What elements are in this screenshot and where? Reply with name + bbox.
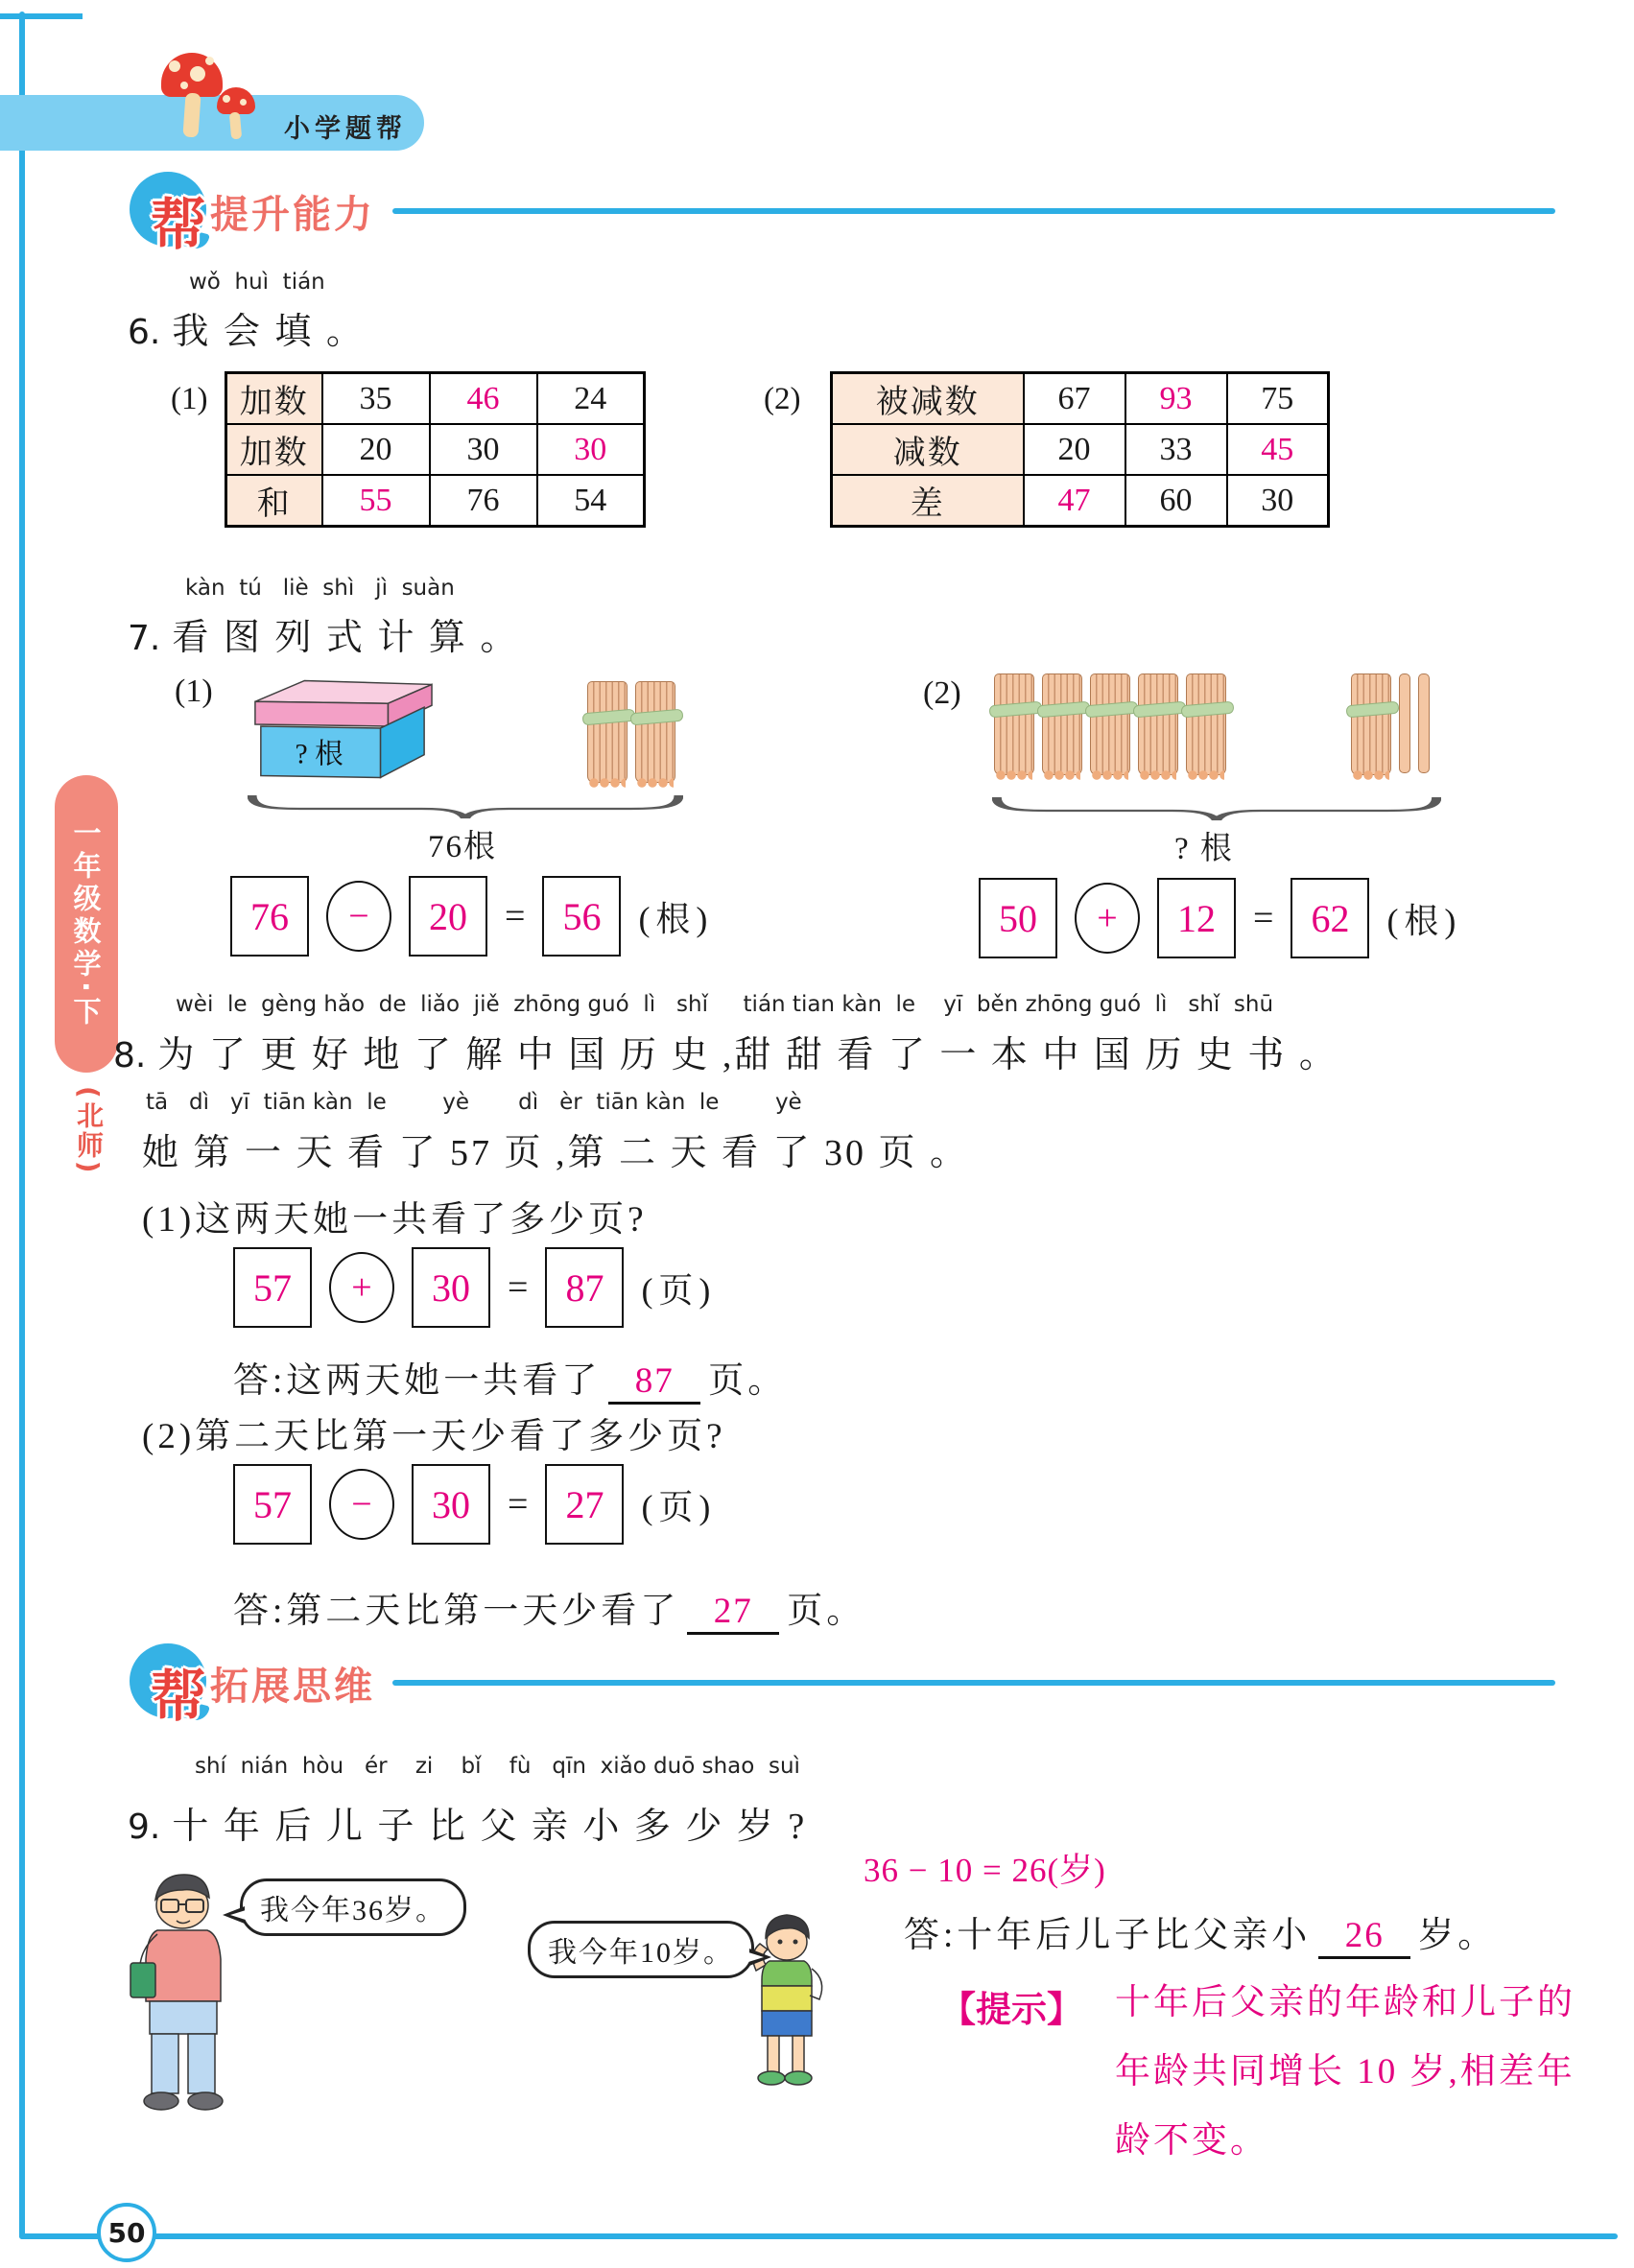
father-speech-text: 我今年36岁。 xyxy=(260,1895,446,1926)
equation-box-result: 27 xyxy=(545,1464,624,1545)
section-divider-line xyxy=(392,1680,1555,1686)
son-speech-text: 我今年10岁。 xyxy=(548,1937,734,1969)
table-cell-answer: 45 xyxy=(1227,424,1329,475)
q8-text2: 她 第 一 天 看 了 57 页 ,第 二 天 看 了 30 页 。 xyxy=(142,1133,970,1173)
q8-text1: 为 了 更 好 地 了 解 中 国 历 史 ,甜 甜 看 了 一 本 中 国 历 史 书 。 xyxy=(157,1035,1338,1075)
stick-bundle xyxy=(635,681,675,783)
q8-sub2-question: (2)第二天比第一天少看了多少页? xyxy=(142,1417,726,1456)
badge-character: 帮 xyxy=(151,1664,207,1729)
q6-question-line xyxy=(128,301,366,354)
mushroom-spot xyxy=(223,95,230,103)
mushroom-spot xyxy=(205,57,214,65)
table-row xyxy=(226,373,645,425)
equals-sign: = xyxy=(508,1484,529,1524)
son-speech-bubble xyxy=(528,1921,754,1978)
table-cell: 30 xyxy=(430,424,537,475)
table-row xyxy=(226,424,645,475)
mushroom-stem-small xyxy=(229,112,242,140)
q8-sub1-equation xyxy=(233,1247,716,1328)
q6-number: 6. xyxy=(128,313,161,352)
q8-question-line2 xyxy=(142,1122,969,1175)
stick-bundles-group2-left xyxy=(994,673,1226,775)
table-cell-answer: 46 xyxy=(430,373,537,425)
row-header: 加数 xyxy=(226,424,322,475)
answer-prefix: 答:这两天她一共看了 xyxy=(233,1361,602,1401)
equation-unit: (页) xyxy=(641,1270,717,1310)
q7-question-line xyxy=(128,607,519,660)
table-cell: 30 xyxy=(1227,475,1329,527)
equation-box-a: 57 xyxy=(233,1464,312,1545)
q6-table1-label: (1) xyxy=(171,382,208,416)
father-illustration xyxy=(107,1865,251,2114)
sidebar-edition-label: (北师) xyxy=(73,1086,105,1176)
operator-circle: + xyxy=(329,1252,394,1323)
bottom-border-line xyxy=(19,2233,1618,2239)
equation-box-b: 30 xyxy=(412,1464,490,1545)
equation-box-result: 62 xyxy=(1291,878,1369,958)
table-row xyxy=(832,424,1329,475)
section-expand-header xyxy=(130,1642,1578,1729)
row-header: 加数 xyxy=(226,373,322,425)
q9-number: 9. xyxy=(128,1807,161,1847)
operator-circle: − xyxy=(329,1469,394,1540)
mushroom-spot xyxy=(169,60,180,72)
equals-sign: = xyxy=(505,896,526,936)
table-cell: 54 xyxy=(537,475,645,527)
equation-box-result: 56 xyxy=(542,876,621,957)
mushroom-icon xyxy=(161,53,276,158)
badge-character: 帮 xyxy=(151,192,207,257)
q8-number: 8. xyxy=(113,1036,147,1075)
brace-under-part2 xyxy=(992,796,1441,821)
mushroom-spot xyxy=(180,82,188,89)
q7-part2-equation xyxy=(979,878,1461,958)
equation-box-b: 20 xyxy=(409,876,487,957)
answer-suffix: 岁。 xyxy=(1418,1916,1498,1955)
stick-bundle xyxy=(994,673,1034,775)
row-header: 被减数 xyxy=(832,373,1024,425)
q7-part2-total-label: ? 根 xyxy=(1174,832,1234,866)
answer-blank: 27 xyxy=(687,1591,779,1635)
q9-solution-equation: 36 − 10 = 26(岁) xyxy=(864,1852,1106,1889)
equation-box-b: 12 xyxy=(1157,878,1236,958)
q6-table1 xyxy=(225,371,646,528)
q8-pinyin-line1: wèi le gèng hǎo de liǎo jiě zhōng guó lì shǐ tián tian kàn le yī běn zhōng guó lì shǐ shū xyxy=(176,992,1274,1017)
q9-pinyin: shí nián hòu ér zi bǐ fù qīn xiǎo duō shao suì xyxy=(195,1754,800,1779)
mushroom-cap-large xyxy=(161,53,223,97)
table-cell-answer: 30 xyxy=(537,424,645,475)
row-header: 差 xyxy=(832,475,1024,527)
stick-bundle xyxy=(1138,673,1178,775)
section-boost-header xyxy=(130,171,1578,257)
q8-sub1-answer xyxy=(233,1351,787,1405)
table-cell-answer: 55 xyxy=(322,475,430,527)
operator-circle: + xyxy=(1075,883,1140,954)
table-cell: 60 xyxy=(1125,475,1227,527)
stick-bundles-group2-right xyxy=(1351,673,1430,775)
q7-text: 看 图 列 式 计 算 。 xyxy=(172,618,520,658)
q7-number: 7. xyxy=(128,619,161,658)
bang-badge-icon xyxy=(130,172,210,257)
row-header: 减数 xyxy=(832,424,1024,475)
mushroom-spot xyxy=(240,99,247,106)
mushroom-spot xyxy=(190,66,205,82)
hint-line2: 年龄共同增长 10 岁,相差年 xyxy=(1115,2052,1575,2091)
mushroom-stem-large xyxy=(182,92,201,137)
brand-banner xyxy=(0,95,424,151)
page-number-badge xyxy=(97,2203,156,2262)
q8-pinyin-line2: tā dì yī tiān kàn le yè dì èr tiān kàn le yè xyxy=(146,1090,802,1115)
q9-answer xyxy=(904,1905,1497,1959)
operator-circle: − xyxy=(326,881,391,952)
q8-question-line1 xyxy=(113,1025,1338,1077)
row-header: 和 xyxy=(226,475,322,527)
q9-text: 十 年 后 儿 子 比 父 亲 小 多 少 岁 ? xyxy=(172,1807,808,1847)
top-border-segment xyxy=(0,13,83,19)
hint-line3: 龄不变。 xyxy=(1115,2121,1268,2161)
answer-prefix: 答:十年后儿子比父亲小 xyxy=(904,1916,1312,1955)
q8-sub2-answer xyxy=(233,1581,865,1635)
section-expand-title: 拓展思维 xyxy=(210,1664,375,1709)
q9-question-line xyxy=(128,1796,807,1849)
hint-label: 【提示】 xyxy=(940,1989,1082,2030)
q6-text: 我 会 填 。 xyxy=(172,312,366,352)
answer-blank: 87 xyxy=(608,1360,700,1405)
section-divider-line xyxy=(392,208,1555,214)
equation-box-a: 76 xyxy=(230,876,309,957)
table-row xyxy=(832,475,1329,527)
q7-part2-label: (2) xyxy=(923,675,961,711)
equation-box-a: 50 xyxy=(979,878,1057,958)
q8-sub2-equation xyxy=(233,1464,716,1545)
table-cell: 75 xyxy=(1227,373,1329,425)
mushroom-cap-small xyxy=(217,87,255,114)
equation-unit: (根) xyxy=(638,899,714,938)
table-cell: 76 xyxy=(430,475,537,527)
q7-pinyin: kàn tú liè shì jì suàn xyxy=(185,576,455,601)
equation-unit: (根) xyxy=(1386,901,1462,940)
page-number: 50 xyxy=(107,2216,146,2249)
table-cell: 35 xyxy=(322,373,430,425)
q8-sub1-question: (1)这两天她一共看了多少页? xyxy=(142,1200,648,1240)
answer-prefix: 答:第二天比第一天少看了 xyxy=(233,1592,680,1631)
answer-suffix: 页。 xyxy=(708,1361,788,1401)
section-boost-title: 提升能力 xyxy=(210,192,375,237)
brand-title: 小学题帮 xyxy=(284,114,407,144)
table-cell: 67 xyxy=(1024,373,1125,425)
single-stick xyxy=(1399,673,1410,773)
bang-badge-icon xyxy=(130,1643,210,1729)
box-question-label: ? 根 xyxy=(295,739,343,770)
equation-box-result: 87 xyxy=(545,1247,624,1328)
table-cell-answer: 93 xyxy=(1125,373,1227,425)
hint-line1: 十年后父亲的年龄和儿子的 xyxy=(1115,1983,1575,2022)
table-cell: 33 xyxy=(1125,424,1227,475)
sidebar-grade-tab xyxy=(55,775,118,1073)
gift-box-illustration xyxy=(246,672,436,781)
answer-blank: 26 xyxy=(1318,1915,1410,1959)
brace-under-part1 xyxy=(248,794,683,819)
equals-sign: = xyxy=(1253,898,1274,938)
sidebar-grade-label: 一年级数学·下 xyxy=(69,817,103,1030)
stick-bundle xyxy=(1090,673,1130,775)
table-cell: 20 xyxy=(1024,424,1125,475)
equals-sign: = xyxy=(508,1267,529,1308)
answer-suffix: 页。 xyxy=(787,1592,866,1631)
q6-table2 xyxy=(830,371,1330,528)
table-cell: 24 xyxy=(537,373,645,425)
q7-part1-label: (1) xyxy=(175,673,213,709)
left-border-line xyxy=(19,12,25,2239)
stick-bundle xyxy=(1042,673,1082,775)
q6-pinyin: wǒ huì tián xyxy=(189,270,325,295)
stick-bundles-group1 xyxy=(587,681,675,783)
stick-bundle xyxy=(587,681,628,783)
table-row xyxy=(832,373,1329,425)
father-speech-bubble xyxy=(240,1878,466,1936)
table-cell-answer: 47 xyxy=(1024,475,1125,527)
q7-part1-equation xyxy=(230,876,713,957)
q6-table2-label: (2) xyxy=(764,382,801,416)
stick-bundle xyxy=(1351,673,1391,775)
table-row xyxy=(226,475,645,527)
equation-box-a: 57 xyxy=(233,1247,312,1328)
hint-text xyxy=(1115,1969,1575,2176)
equation-unit: (页) xyxy=(641,1487,717,1526)
equation-box-b: 30 xyxy=(412,1247,490,1328)
single-stick xyxy=(1418,673,1430,773)
q7-part1-total-label: 76根 xyxy=(428,830,497,864)
table-cell: 20 xyxy=(322,424,430,475)
stick-bundle xyxy=(1186,673,1226,775)
